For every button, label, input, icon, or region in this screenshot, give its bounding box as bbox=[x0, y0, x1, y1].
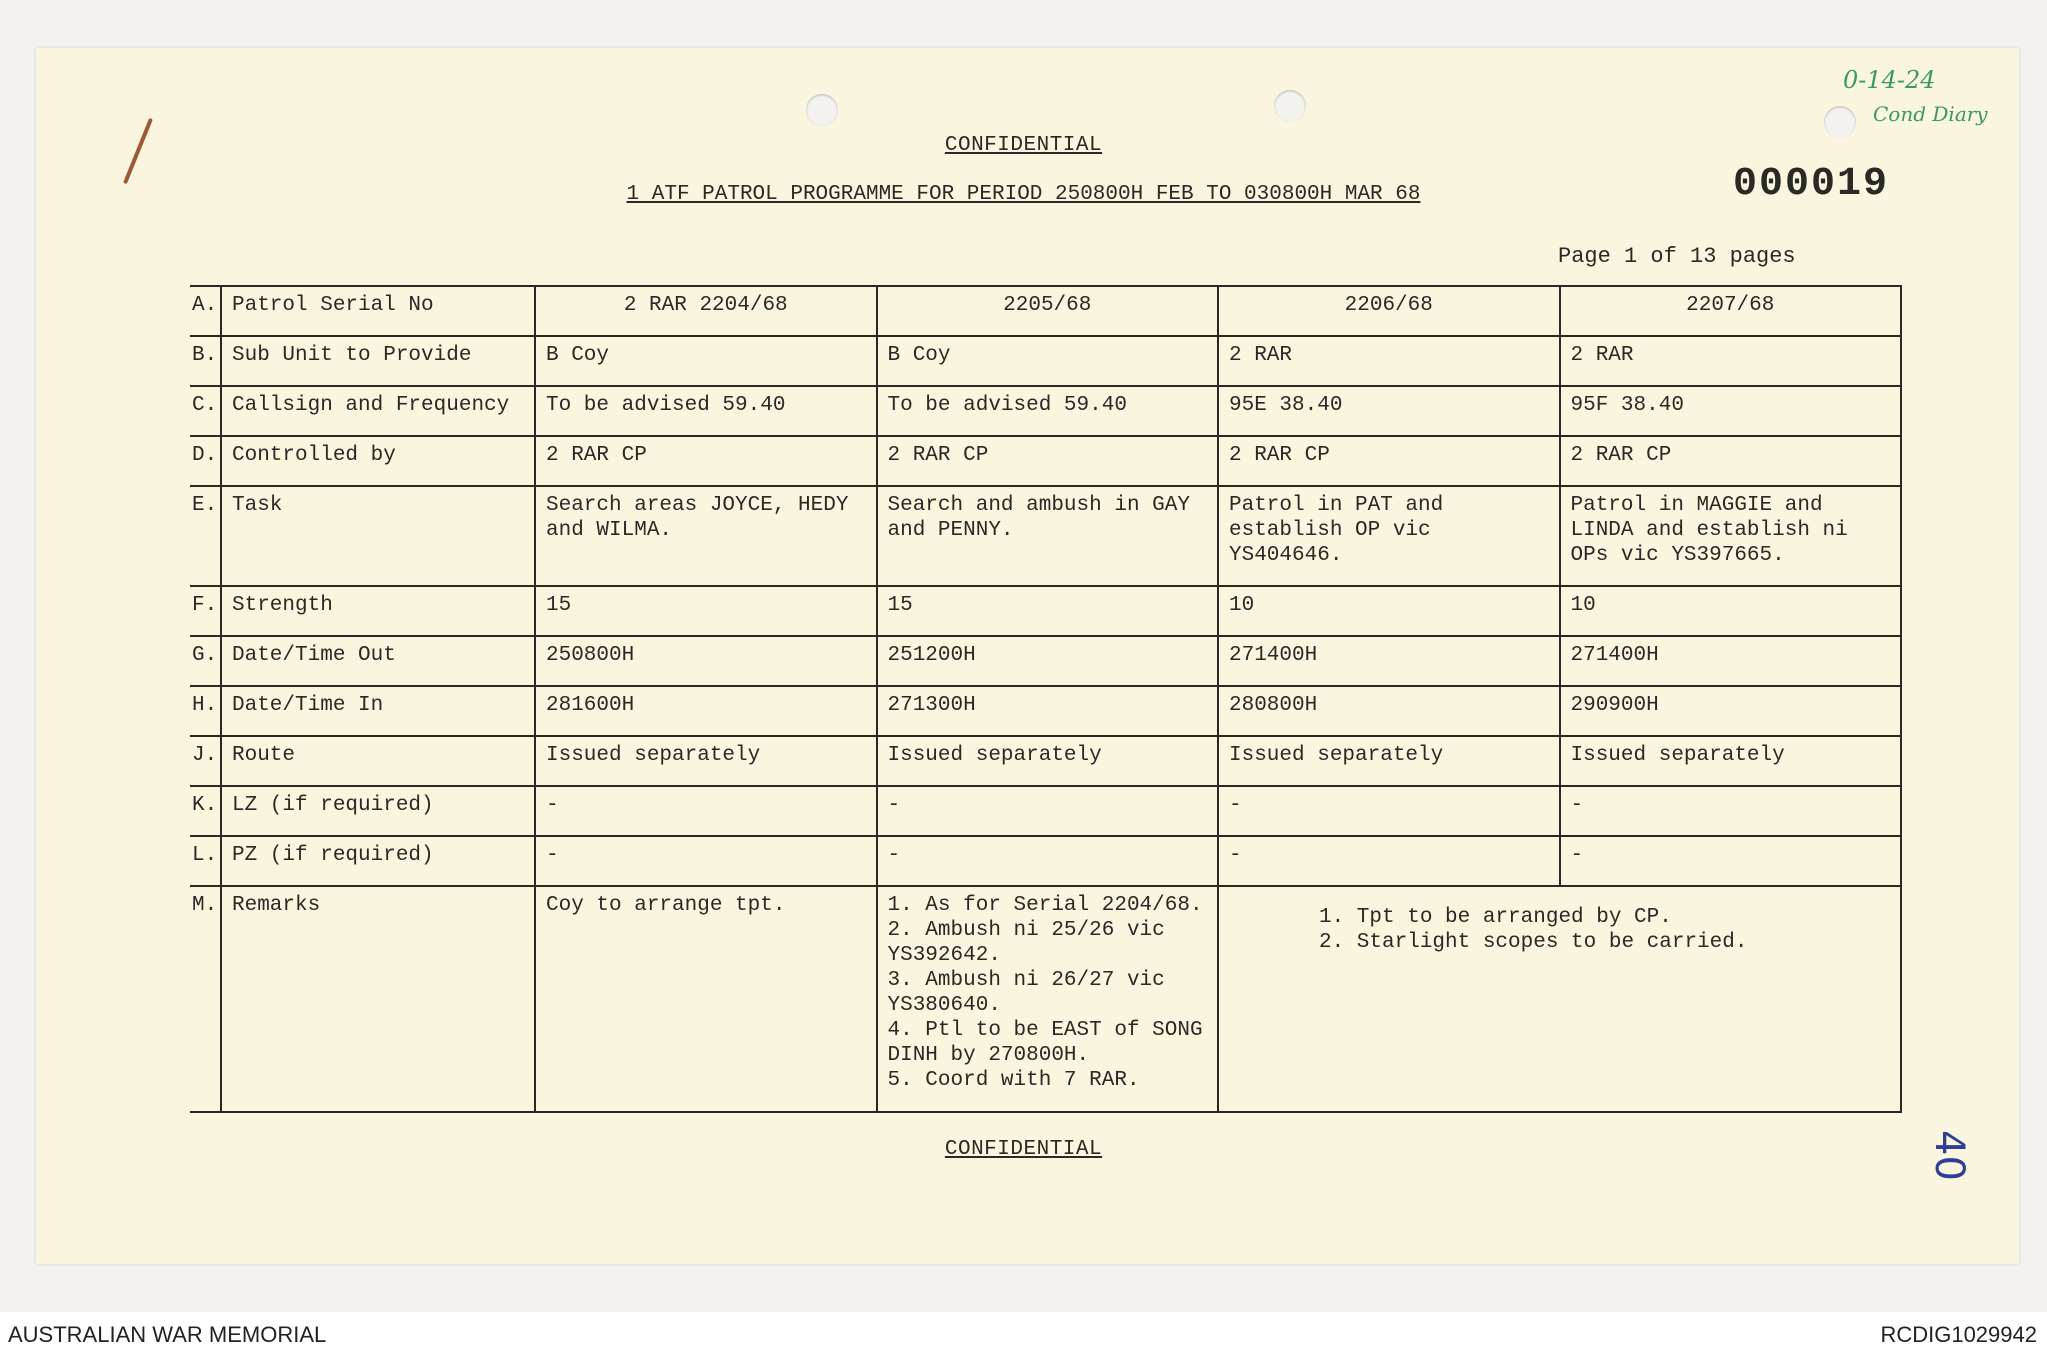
row-letter: G. bbox=[190, 636, 221, 686]
table-cell: - bbox=[1218, 786, 1560, 836]
table-row bbox=[190, 786, 1901, 836]
footer-left: AUSTRALIAN WAR MEMORIAL bbox=[8, 1322, 327, 1347]
table-cell: To be advised 59.40 bbox=[877, 386, 1219, 436]
row-letter: K. bbox=[190, 786, 221, 836]
document-title: 1 ATF PATROL PROGRAMME FOR PERIOD 250800H FEB TO 030800H MAR 68 bbox=[626, 183, 1421, 206]
table-cell: 95F 38.40 bbox=[1560, 386, 1902, 436]
patrol-table bbox=[190, 285, 1902, 1113]
row-letter: E. bbox=[190, 486, 221, 586]
table-cell: 2 RAR bbox=[1560, 336, 1902, 386]
table-cell: - bbox=[877, 836, 1219, 886]
table-cell: - bbox=[535, 786, 877, 836]
handwritten-ref: 0-14-24 bbox=[1843, 66, 1936, 94]
table-cell: 271300H bbox=[877, 686, 1219, 736]
table-row bbox=[190, 686, 1901, 736]
punch-hole bbox=[806, 94, 838, 126]
table-cell: 271400H bbox=[1560, 636, 1902, 686]
row-letter: L. bbox=[190, 836, 221, 886]
table-cell: 250800H bbox=[535, 636, 877, 686]
row-label: Strength bbox=[221, 586, 535, 636]
table-cell: - bbox=[1560, 786, 1902, 836]
table-cell: 271400H bbox=[1218, 636, 1560, 686]
row-letter: D. bbox=[190, 436, 221, 486]
table-cell: 2205/68 bbox=[877, 286, 1219, 336]
table-cell: 2 RAR CP bbox=[1560, 436, 1902, 486]
row-label: Controlled by bbox=[221, 436, 535, 486]
table-cell: 281600H bbox=[535, 686, 877, 736]
table-cell: - bbox=[1218, 836, 1560, 886]
table-cell: 10 bbox=[1560, 586, 1902, 636]
table-cell: 15 bbox=[535, 586, 877, 636]
footer-right: RCDIG1029942 bbox=[1880, 1322, 2037, 1347]
table-cell: Issued separately bbox=[1218, 736, 1560, 786]
document-number: 000019 bbox=[1733, 162, 1890, 207]
table-cell: 280800H bbox=[1218, 686, 1560, 736]
table-cell: 290900H bbox=[1560, 686, 1902, 736]
remarks-cell: 1. As for Serial 2204/68. 2. Ambush ni 25/26 vic YS392642. 3. Ambush ni 26/27 vic YS380640. 4. Ptl to be EAST of SONG DINH by 270800H. 5. Coord with 7 RAR. bbox=[877, 886, 1219, 1112]
row-label: LZ (if required) bbox=[221, 786, 535, 836]
row-letter: C. bbox=[190, 386, 221, 436]
table-cell: - bbox=[1560, 836, 1902, 886]
table-cell: Issued separately bbox=[1560, 736, 1902, 786]
table-row bbox=[190, 836, 1901, 886]
row-label: Patrol Serial No bbox=[221, 286, 535, 336]
row-label: Remarks bbox=[221, 886, 535, 1112]
row-letter: M. bbox=[190, 886, 221, 1112]
table-row bbox=[190, 586, 1901, 636]
row-letter: J. bbox=[190, 736, 221, 786]
page-info: Page 1 of 13 pages bbox=[1558, 244, 1796, 269]
table-cell: Issued separately bbox=[877, 736, 1219, 786]
table-cell: 95E 38.40 bbox=[1218, 386, 1560, 436]
table-cell: - bbox=[535, 836, 877, 886]
table-cell: B Coy bbox=[535, 336, 877, 386]
row-letter: B. bbox=[190, 336, 221, 386]
table-cell: 2 RAR CP bbox=[535, 436, 877, 486]
table-cell: 10 bbox=[1218, 586, 1560, 636]
remarks-row bbox=[190, 886, 1901, 1112]
remarks-cell: Coy to arrange tpt. bbox=[535, 886, 877, 1112]
row-letter: A. bbox=[190, 286, 221, 336]
table-cell: 251200H bbox=[877, 636, 1219, 686]
handwritten-note: Cond Diary bbox=[1873, 102, 1988, 126]
table-cell: Search areas JOYCE, HEDY and WILMA. bbox=[535, 486, 877, 586]
table-cell: To be advised 59.40 bbox=[535, 386, 877, 436]
table-cell: 2 RAR CP bbox=[877, 436, 1219, 486]
row-letter: F. bbox=[190, 586, 221, 636]
row-label: PZ (if required) bbox=[221, 836, 535, 886]
table-cell: 2 RAR 2204/68 bbox=[535, 286, 877, 336]
classification-top: CONFIDENTIAL bbox=[944, 134, 1103, 157]
archive-footer bbox=[0, 1312, 2047, 1350]
row-label: Task bbox=[221, 486, 535, 586]
table-row bbox=[190, 336, 1901, 386]
row-label: Callsign and Frequency bbox=[221, 386, 535, 436]
table-row bbox=[190, 736, 1901, 786]
table-cell: - bbox=[877, 786, 1219, 836]
row-label: Sub Unit to Provide bbox=[221, 336, 535, 386]
row-label: Route bbox=[221, 736, 535, 786]
classification-bottom: CONFIDENTIAL bbox=[944, 1138, 1103, 1161]
table-row bbox=[190, 486, 1901, 586]
table-cell: B Coy bbox=[877, 336, 1219, 386]
table-row bbox=[190, 286, 1901, 336]
table-cell: 2207/68 bbox=[1560, 286, 1902, 336]
table-cell: Search and ambush in GAY and PENNY. bbox=[877, 486, 1219, 586]
table-cell: Issued separately bbox=[535, 736, 877, 786]
table-cell: 2206/68 bbox=[1218, 286, 1560, 336]
handwritten-page-number: 40 bbox=[1926, 1130, 1972, 1181]
table-cell: 2 RAR CP bbox=[1218, 436, 1560, 486]
table-row bbox=[190, 436, 1901, 486]
row-label: Date/Time Out bbox=[221, 636, 535, 686]
table-cell: 2 RAR bbox=[1218, 336, 1560, 386]
row-label: Date/Time In bbox=[221, 686, 535, 736]
remarks-cell: 1. Tpt to be arranged by CP. 2. Starlight scopes to be carried. bbox=[1218, 886, 1901, 1112]
table-row bbox=[190, 386, 1901, 436]
punch-hole bbox=[1274, 90, 1306, 122]
table-cell: 15 bbox=[877, 586, 1219, 636]
table-cell: Patrol in PAT and establish OP vic YS404646. bbox=[1218, 486, 1560, 586]
table-cell: Patrol in MAGGIE and LINDA and establish ni OPs vic YS397665. bbox=[1560, 486, 1902, 586]
row-letter: H. bbox=[190, 686, 221, 736]
table-row bbox=[190, 636, 1901, 686]
